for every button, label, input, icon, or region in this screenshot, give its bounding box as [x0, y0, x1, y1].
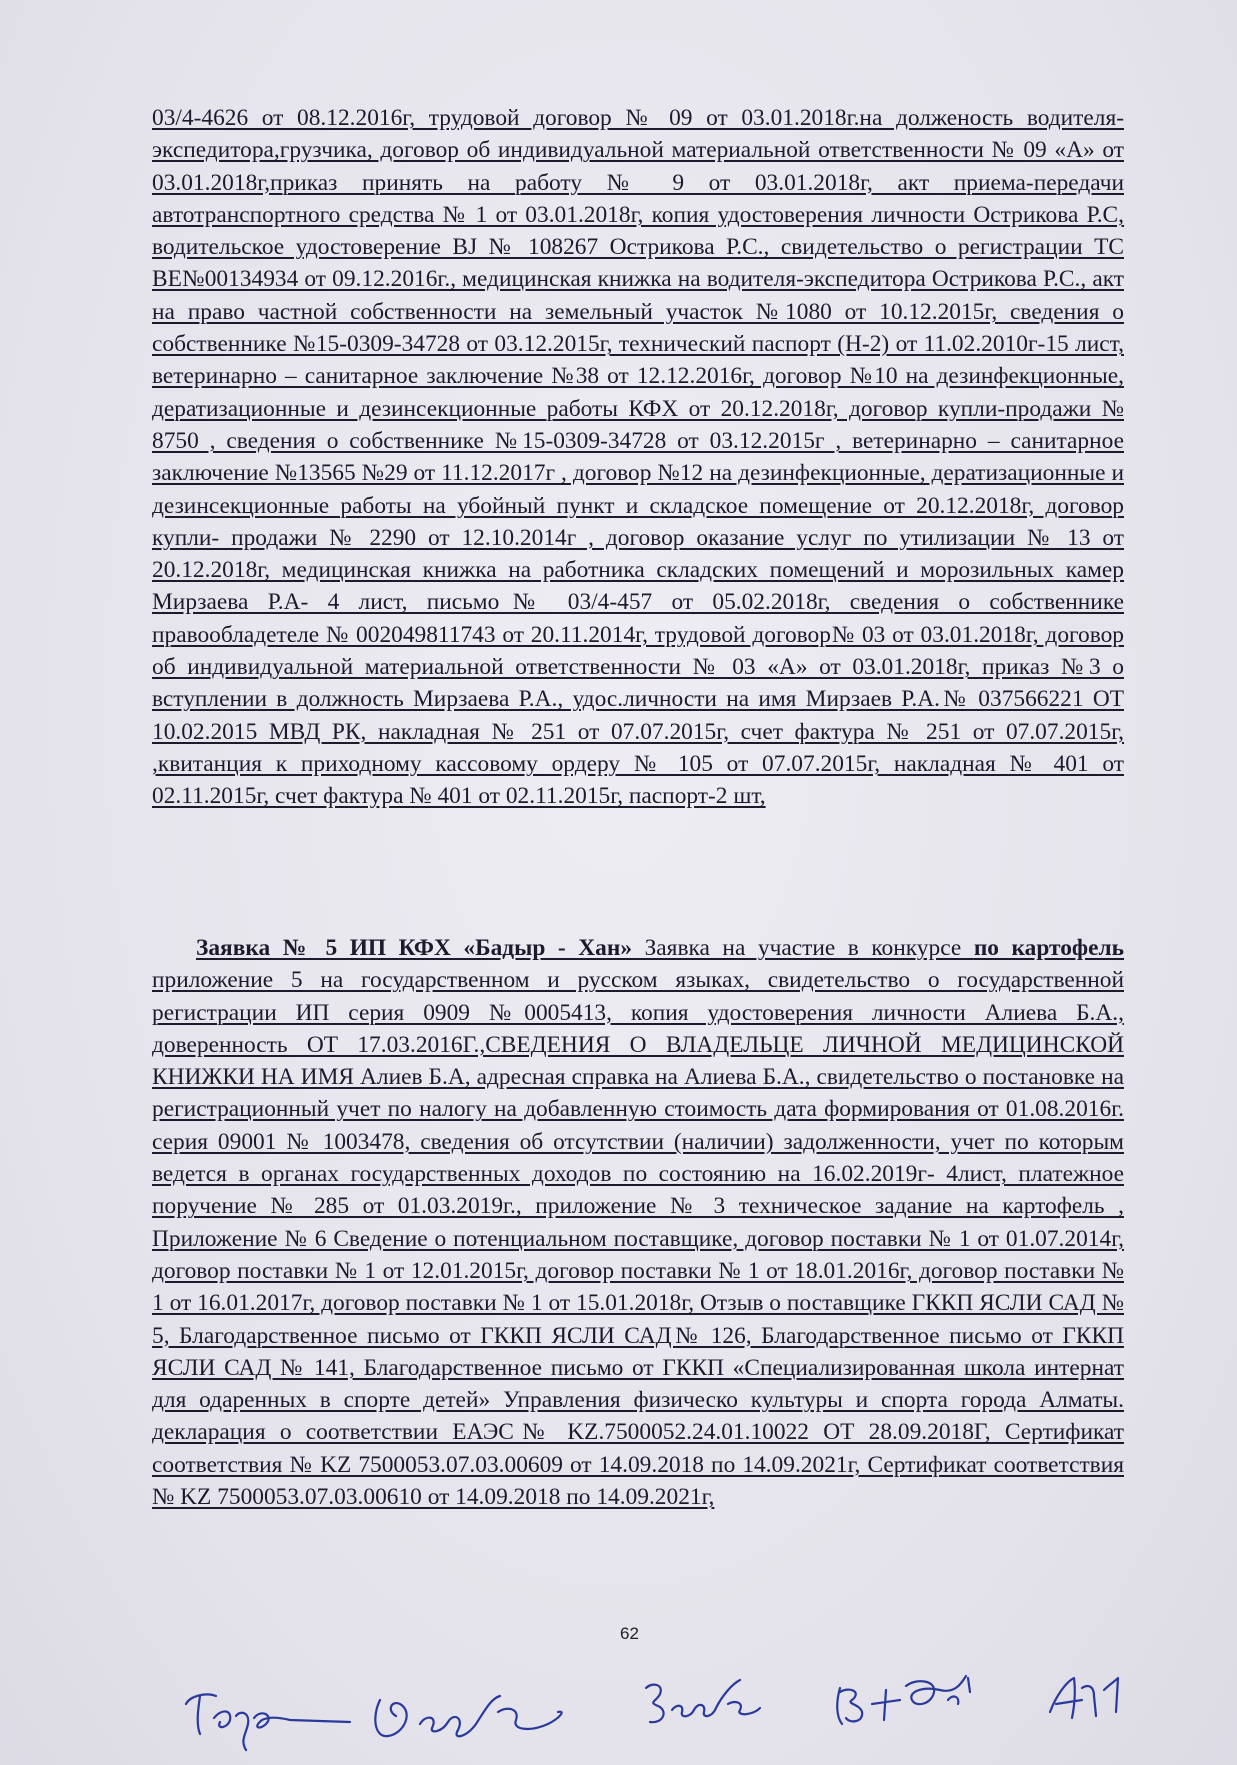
- signature-2: [375, 1696, 561, 1736]
- signature-3: [646, 1680, 760, 1722]
- application-subject: по картофель: [973, 935, 1124, 961]
- document-paragraph-application-5: [152, 932, 1124, 1513]
- signature-4: [837, 1676, 970, 1724]
- signature-1: [186, 1694, 350, 1750]
- application-text-body: приложение 5 на государственном и русском языках, свидетельство о государственной регистрации ИП серия 0909 №0005413, копия удостоверения личности Алиева Б.А., доверенность ОТ 17.03.2016Г.,СВЕДЕНИЯ О ВЛАДЕЛЬЦЕ ЛИЧНОЙ МЕДИЦИНСКОЙ КНИЖКИ НА ИМЯ Алиев Б.А, адресная справка на Алиева Б.А., свидетельство о постановке на регистрационный учет по налогу на добавленную стоимость дата формирования от 01.08.2016г. серия 09001 № 1003478, сведения об отсутствии (наличии) задолженности, учет по которым ведется в органах государственных доходов по состоянию на 16.02.2019г- 4лист, платежное поручение № 285 от 01.03.2019г., приложение № 3 техническое задание на картофель , Приложение № 6 Сведение о потенциальном поставщике, договор поставки № 1 от 01.07.2014г, договор поставки № 1 от 12.01.2015г, договор поставки № 1 от 18.01.2016г, договор поставки № 1 от 16.01.2017г, договор поставки № 1 от 15.01.2018г, Отзыв о поставщике ГККП ЯСЛИ САД № 5, Благодарственное письмо от ГККП ЯСЛИ САД№ 126, Благодарственное письмо от ГККП ЯСЛИ САД № 141, Благодарственное письмо от ГККП «Специализированная школа интернат для одаренных в спорте детей» Управления физическо культуры и спорта города Алматы. декларация о соответствии ЕАЭС№ KZ.7500052.24.01.10022 ОТ 28.09.2018Г, Сертификат соответствия № KZ 7500053.07.03.00609 от 14.09.2018 по 14.09.2021г, Сертификат соответствия № KZ 7500053.07.03.00610 от 14.09.2018 по 14.09.2021г,: [152, 967, 1124, 1511]
- signatures-area: [0, 1600, 1237, 1765]
- document-paragraph-continuation: 03/4-4626 от 08.12.2016г, трудовой договор № 09 от 03.01.2018г.на долженость водителя-экспедитора,грузчика, договор об индивидуальной материальной ответственности № 09 «А» от 03.01.2018г,приказ принять на работу № 9 от 03.01.2018г, акт приема-передачи автотранспортного средства № 1 от 03.01.2018г, копия удостоверения личности Острикова Р.С, водительское удостоверение BJ № 108267 Острикова Р.С., свидетельство о регистрации ТС ВЕ№00134934 от 09.12.2016г., медицинская книжка на водителя-экспедитора Острикова Р.С., акт на право частной собственности на земельный участок №1080 от 10.12.2015г, сведения о собственнике №15-0309-34728 от 03.12.2015г, технический паспорт (Н-2) от 11.02.2010г-15 лист, ветеринарно – санитарное заключение №38 от 12.12.2016г, договор №10 на дезинфекционные, дератизационные и дезинсекционные работы КФХ от 20.12.2018г, договор купли-продажи № 8750 , сведения о собственнике №15-0309-34728 от 03.12.2015г , ветеринарно – санитарное заключение №13565 №29 от 11.12.2017г , договор №12 на дезинфекционные, дератизационные и дезинсекционные работы на убойный пункт и складское помещение от 20.12.2018г, договор купли- продажи № 2290 от 12.10.2014г , договор оказание услуг по утилизации № 13 от 20.12.2018г, медицинская книжка на работника складских помещений и морозильных камер Мирзаева Р.А- 4 лист, письмо№ 03/4-457 от 05.02.2018г, сведения о собственнике правообладетеле № 002049811743 от 20.11.2014г, трудовой договор№ 03 от 03.01.2018г, договор об индивидуальной материальной ответственности № 03 «А» от 03.01.2018г, приказ №3 о вступлении в должность Мирзаева Р.А., удос.личности на имя Мирзаев Р.А.№ 037566221 ОТ 10.02.2015 МВД РК, накладная № 251 от 07.07.2015г, счет фактура № 251 от 07.07.2015г, ,квитанция к приходному кассовому ордеру № 105 от 07.07.2015г, накладная № 401 от 02.11.2015г, счет фактура № 401 от 02.11.2015г, паспорт-2 шт,: [152, 105, 1124, 810]
- application-text-intro: Заявка на участие в конкурсе: [632, 935, 974, 961]
- application-heading: Заявка № 5 ИП КФХ «Бадыр - Хан»: [196, 935, 633, 961]
- signature-5: [1050, 1678, 1118, 1718]
- page-number: 62: [620, 1624, 639, 1643]
